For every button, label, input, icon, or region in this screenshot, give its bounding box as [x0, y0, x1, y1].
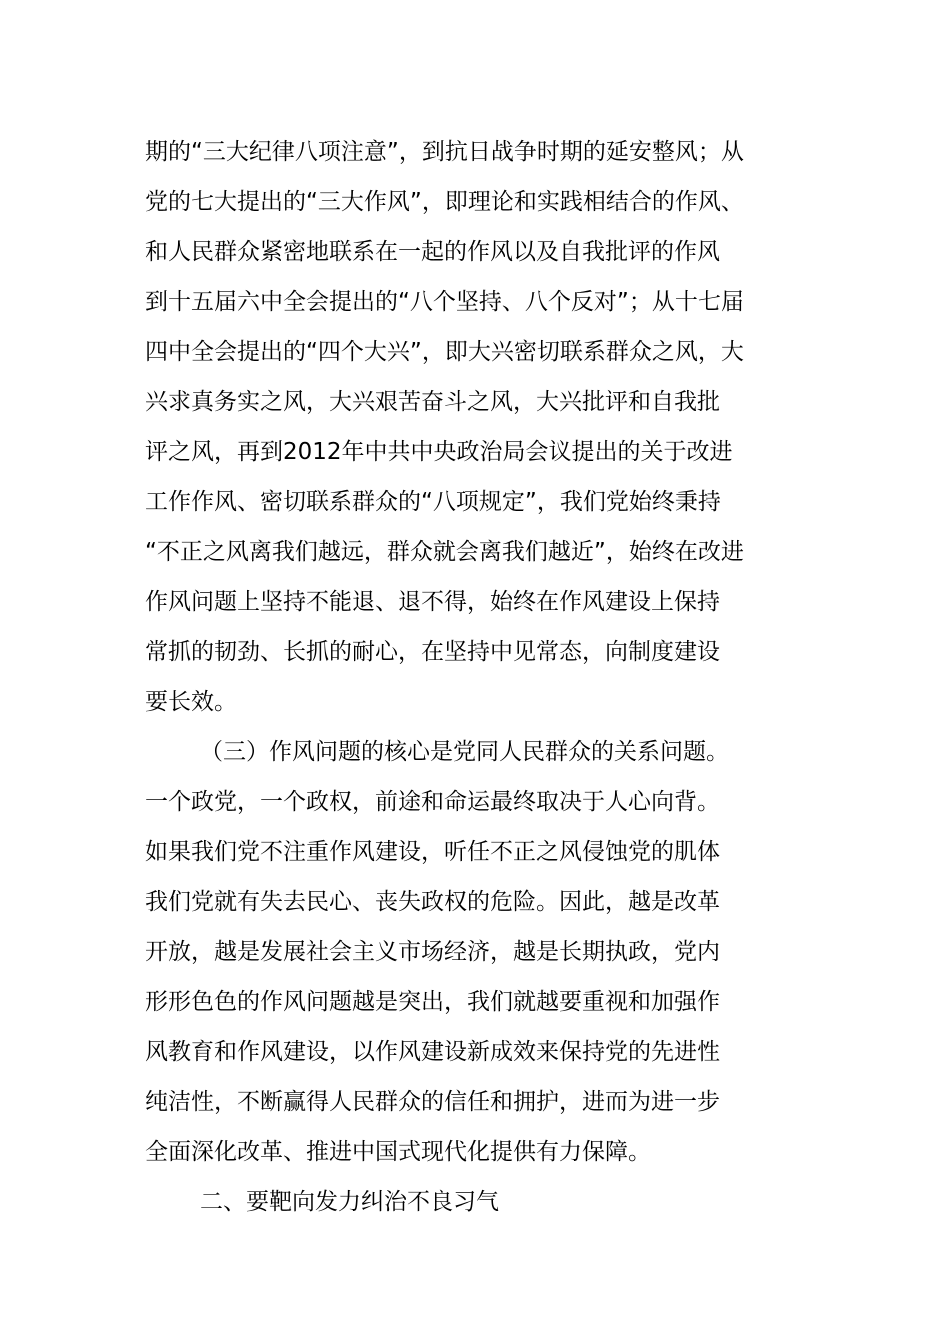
text-line: 工作作风、密切联系群众的“八项规定”，我们党始终秉持 [145, 489, 721, 515]
text-line: 全面深化改革、推进中国式现代化提供有力保障。 [145, 1139, 651, 1165]
text-line: 如果我们党不注重作风建设，听任不正之风侵蚀党的肌体 [145, 839, 720, 865]
text-line: 常抓的韧劲、长抓的耐心，在坚持中见常态，向制度建设 [145, 639, 720, 665]
text-line: 兴求真务实之风，大兴艰苦奋斗之风，大兴批评和自我批 [145, 389, 720, 415]
section-heading-2: 二、要靶向发力纠治不良习气 [200, 1189, 499, 1215]
text-line: 一个政党，一个政权，前途和命运最终取决于人心向背。 [145, 789, 720, 815]
text-line: 党的七大提出的“三大作风”，即理论和实践相结合的作风、 [145, 189, 744, 215]
text-line: 纯洁性，不断赢得人民群众的信任和拥护，进而为进一步 [145, 1089, 720, 1115]
text-line: 开放，越是发展社会主义市场经济，越是长期执政，党内 [145, 939, 720, 965]
text-line: 要长效。 [145, 689, 237, 715]
text-line: 评之风，再到2012年中共中央政治局会议提出的关于改进 [145, 439, 733, 465]
text-line: 形形色色的作风问题越是突出，我们就越要重视和加强作 [145, 989, 720, 1015]
text-line: 期的“三大纪律八项注意”，到抗日战争时期的延安整风；从 [145, 139, 744, 165]
text-line: 和人民群众紧密地联系在一起的作风以及自我批评的作风 [145, 239, 720, 265]
text-line: 作风问题上坚持不能退、退不得，始终在作风建设上保持 [145, 589, 720, 615]
text-line: 到十五届六中全会提出的“八个坚持、八个反对”；从十七届 [145, 289, 744, 315]
text-line: “不正之风离我们越远，群众就会离我们越近”，始终在改进 [145, 539, 744, 565]
text-line: 我们党就有失去民心、丧失政权的危险。因此，越是改革 [145, 889, 720, 915]
section-heading-3: （三）作风问题的核心是党同人民群众的关系问题。 [200, 739, 729, 765]
body-text [145, 127, 805, 1227]
text-line: 风教育和作风建设，以作风建设新成效来保持党的先进性 [145, 1039, 720, 1065]
text-line: 四中全会提出的“四个大兴”，即大兴密切联系群众之风，大 [145, 339, 744, 365]
